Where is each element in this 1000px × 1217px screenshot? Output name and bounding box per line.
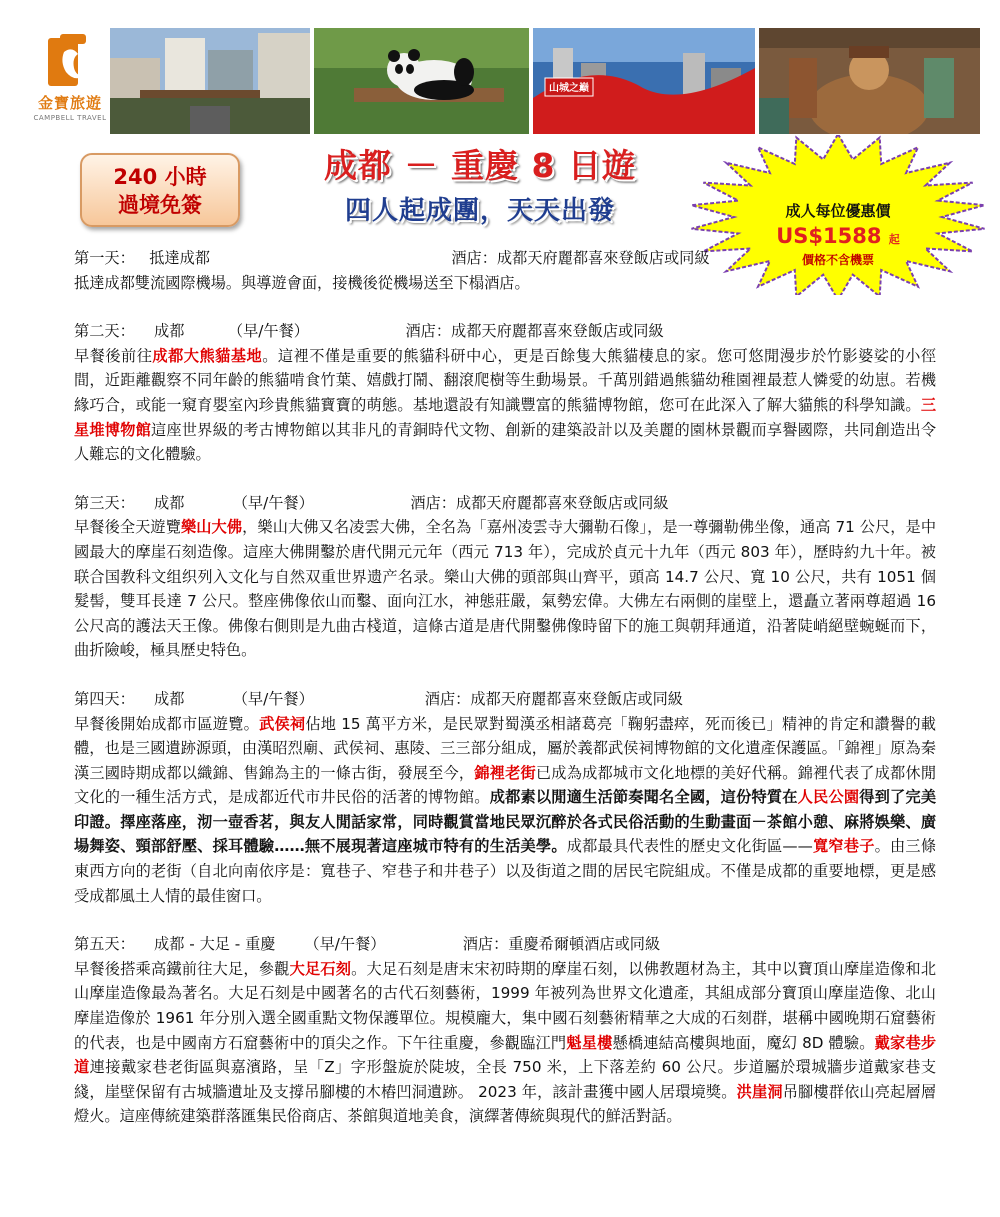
- description-text: 。由三條東西方向的老街（自北向南依序是：寬巷子、窄巷子和井巷子）以及街道之間的居民宅院組成。不僅是成都的重要地標，更是感受成都風土人情的最佳窗口。: [74, 837, 937, 905]
- day-section: [74, 246, 936, 295]
- day-description: [74, 344, 936, 467]
- description-text: 連接戴家巷老街區與嘉濱路，呈「Z」字形盤旋於陡坡，全長 750 米，上下落差約 60 公尺。步道屬於環城牆步道戴家巷支綫，崖壁保留有古城牆遺址及支撐吊腳樓的木樁凹洞遺跡。 2023 年，該計畫獲中國人居環境獎。: [74, 1058, 937, 1101]
- day-description: [74, 957, 936, 1129]
- itinerary: [74, 246, 936, 1129]
- badge-line2: 過境免簽: [118, 193, 202, 217]
- day-section: [74, 319, 936, 467]
- panda-photo: [314, 28, 529, 134]
- price-amount: US$1588: [776, 224, 882, 248]
- description-text: 。大足石刻是唐末宋初時期的摩崖石刻，以佛教題材為主，其中以寶頂山摩崖造像和北山摩崖造像最為著名。大足石刻是中國著名的古代石刻藝術，1999 年被列為世界文化遺產，其組成部分寶頂山摩崖造像、北山摩崖造像於 1961 年分別入選全國重點文物保護單位。規模龐大，集中國石刻藝術精華之大成的石刻群，堪稱中國晚期石窟藝術的代表，也是中國南方石窟藝術中的頂尖之作。下午往重慶，參觀臨江門: [74, 959, 937, 1052]
- price-label: 成人每位優惠價: [785, 202, 891, 220]
- description-text: 得到了完美印證。擇座落座，沏一壺香茗，與友人閒話家常，同時觀賞當地民眾沉醉於各式民俗活動的生動畫面－茶館小憩、麻將娛樂、廣場舞姿、頸部舒壓、採耳體驗……無不展現著這座城市特有的生活美學。: [74, 788, 937, 856]
- day-heading: 第一天： 抵達成都 酒店：成都天府麗都喜來登飯店或同級: [74, 249, 710, 267]
- description-text: 。這裡不僅是重要的熊貓科研中心，更是百餘隻大熊貓棲息的家。您可悠閒漫步於竹影婆娑的小徑間，近距離觀察不同年齡的熊貓啃食竹葉、嬉戲打鬧、翻滾爬樹等生動場景。千萬別錯過熊貓幼稚園裡最惹人憐愛的幼崽。若機緣巧合，或能一窺育嬰室內珍貴熊貓寶寶的萌態。基地還設有知識豐富的熊貓博物館，您可在此深入了解大貓熊的科學知識。: [74, 346, 937, 414]
- description-text: 這座世界級的考古博物館以其非凡的青銅時代文物、創新的建築設計以及美麗的園林景觀而享譽國際，共同創造出令人難忘的文化體驗。: [74, 420, 937, 464]
- city-street-photo: [110, 28, 310, 134]
- section-gap: [74, 908, 936, 932]
- highlight-attraction: 人民公園: [797, 788, 860, 807]
- logo-name-en: CAMPBELL TRAVEL: [33, 114, 107, 122]
- badge-line1: 240 小時: [113, 165, 207, 189]
- section-gap: [74, 467, 936, 491]
- logo-mark-icon: [46, 34, 92, 90]
- highlight-attraction: 大足石刻: [289, 959, 352, 978]
- day-description: [74, 271, 936, 296]
- highlight-attraction: 錦裡老街: [474, 763, 536, 782]
- description-text: 早餐後搭乘高鐵前往大足，參觀: [74, 959, 290, 978]
- description-text: 早餐後前往: [74, 346, 153, 365]
- highlight-attraction: 成都大熊貓基地: [152, 346, 263, 365]
- page-subtitle: 四人起成團，天天出發: [344, 196, 615, 226]
- description-text: 抵達成都雙流國際機場。與導遊會面，接機後從機場送至下榻酒店。: [74, 273, 530, 292]
- description-text: 佔地 15 萬平方米，是民眾對蜀漢丞相諸葛亮「鞠躬盡瘁，死而後已」精神的肯定和讚譽的載體，也是三國遺跡源頭，由漢昭烈廟、武侯祠、惠陵、三三部分組成，屬於義都武侯祠博物館的文化遺產保護區。「錦裡」原為秦漢三國時期成都以織錦、售錦為主的一條古街，發展至今，: [74, 714, 936, 782]
- highlight-attraction: 魁星樓: [566, 1033, 613, 1052]
- description-text: 已成為成都城市文化地標的美好代稱。錦裡代表了成都休閒文化的一種生活方式，是成都近代市井民俗的活著的博物館。: [74, 763, 937, 807]
- company-logo: [30, 28, 110, 128]
- price-amount-line: [758, 224, 918, 248]
- buddha-statue-photo: [759, 28, 980, 134]
- description-text: 早餐後全天遊覽: [74, 518, 181, 537]
- visa-free-badge: [80, 153, 240, 227]
- highlight-attraction: 樂山大佛: [180, 518, 243, 537]
- photo-sign-text: 山城之巅: [549, 83, 589, 94]
- day-heading: 第四天： 成都 （早/午餐） 酒店：成都天府麗都喜來登飯店或同級: [74, 689, 683, 708]
- day-section: [74, 491, 936, 663]
- day-section: [74, 932, 936, 1129]
- description-text: 吊腳樓群依山亮起層層燈火。這座傳統建築群落匯集民俗商店、茶館與道地美食，演繹著傳統與現代的鮮活對話。: [74, 1082, 937, 1126]
- description-text: ，樂山大佛又名凌雲大佛，全名為「嘉州凌雲寺大彌勒石像」，是一尊彌勒佛坐像，通高 71 公尺，是中國最大的摩崖石刻造像。這座大佛開鑿於唐代開元元年（西元 713 年），完成於貞元十九年（西元 803 年），歷時約九十年。被联合国教科文组织列入文化与自然双重世界遗产名录。樂山大佛的頭部與山齊平，頭高 14.7 公尺、寬 10 公尺，共有 1051 個髮髻，雙耳長達 7 公尺。整座佛像依山而鑿、面向江水，神態莊嚴，氣勢宏偉。大佛左右兩側的崖壁上，還矗立著兩尊超過 16 公尺高的護法天王像。佛像右側則是九曲古棧道，這條古道是唐代開鑿佛像時留下的施工與朝拜通道，沿著陡峭絕壁蜿蜒而下，曲折險峻，極具歷史特色。: [74, 518, 937, 660]
- price-suffix: 起: [888, 233, 900, 246]
- highlight-attraction: 寬窄巷子: [812, 837, 875, 856]
- logo-name-cn: 金寶旅遊: [37, 94, 102, 112]
- skyscraper-photo: [533, 28, 755, 134]
- description-text: 成都最具代表性的歷史文化街區——: [566, 837, 813, 856]
- highlight-attraction: 戴家巷步道: [74, 1033, 937, 1077]
- day-heading: 第二天： 成都 （早/午餐） 酒店：成都天府麗都喜來登飯店或同級: [74, 322, 664, 341]
- highlight-attraction: 三星堆博物館: [74, 395, 936, 439]
- day-description: [74, 515, 936, 663]
- section-gap: [74, 295, 936, 319]
- day-heading: 第三天： 成都 （早/午餐） 酒店：成都天府麗都喜來登飯店或同級: [74, 493, 669, 512]
- description-text: 早餐後開始成都市區遊覽。: [74, 714, 260, 733]
- description-text: 懸橋連結高樓與地面，魔幻 8D 體驗。: [612, 1033, 875, 1052]
- page-title: 成都 － 重慶 8 日遊: [324, 146, 636, 185]
- day-description: [74, 712, 936, 909]
- day-heading: 第五天： 成都 - 大足 - 重慶 （早/午餐） 酒店：重慶希爾頓酒店或同級: [74, 935, 661, 954]
- description-text: 成都素以閒適生活節奏聞名全國，這份特質在: [489, 788, 798, 807]
- highlight-attraction: 洪崖洞: [736, 1082, 783, 1101]
- day-section: [74, 687, 936, 908]
- section-gap: [74, 663, 936, 687]
- price-note: 價格不含機票: [801, 253, 874, 267]
- highlight-attraction: 武侯祠: [259, 714, 306, 733]
